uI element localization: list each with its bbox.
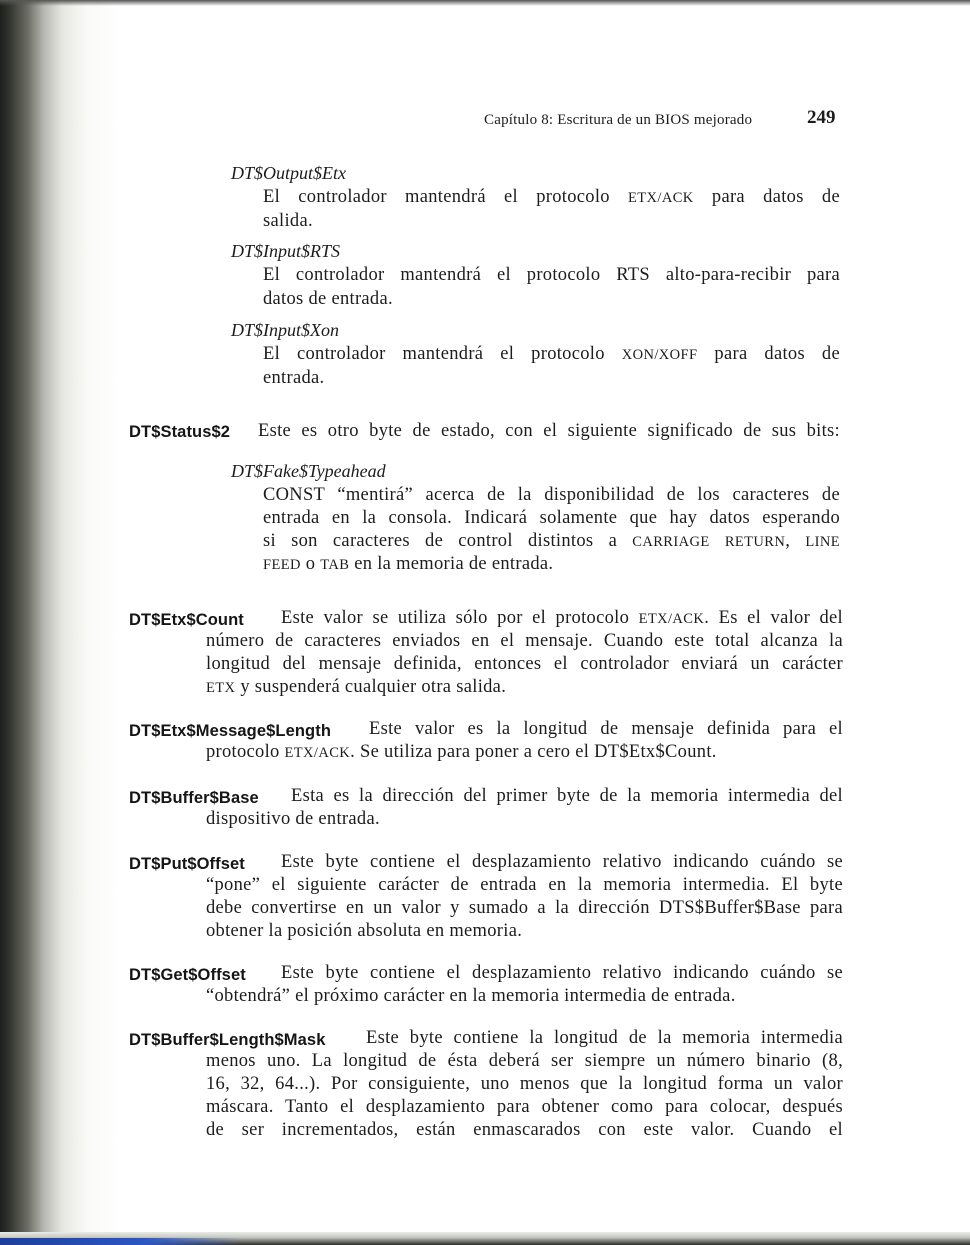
definition-line: número de caracteres enviados en el mensaje. Cuando este total alcanza la [206,631,843,651]
definition-first-line: Este valor se utiliza sólo por el protocolo ETX/ACK. Es el valor del [281,608,843,628]
book-cover-edge [0,1238,240,1245]
definition-line: protocolo ETX/ACK. Se utiliza para poner a cero el DT$Etx$Count. [206,742,717,762]
flag-name: DT$Output$Etx [231,163,346,183]
flag-desc-line: entrada en la consola. Indicará solamente que hay datos esperando [263,508,840,528]
definition-term: DT$Get$Offset [129,966,246,984]
flag-desc-line: FEED o TAB en la memoria de entrada. [263,554,554,574]
definition-first-line: Este byte contiene la longitud de la memoria intermedia [366,1028,843,1048]
flag-desc-line: El controlador mantendrá el protocolo XON/XOFF para datos de [263,344,840,364]
definition-line: de ser incrementados, están enmascarados con este valor. Cuando el [206,1120,843,1140]
definition-first-line: Este byte contiene el desplazamiento relativo indicando cuándo se [281,852,843,872]
flag-desc-line: CONST “mentirá” acerca de la disponibilidad de los caracteres de [263,485,840,505]
definition-line: máscara. Tanto el desplazamiento para obtener como para colocar, después [206,1097,843,1117]
definition-term: DT$Etx$Count [129,611,244,629]
definition-first-line: Este byte contiene el desplazamiento relativo indicando cuándo se [281,963,843,983]
definition-term: DT$Status$2 [129,423,231,441]
definition-line: obtener la posición absoluta en memoria. [206,921,523,941]
running-header: Capítulo 8: Escritura de un BIOS mejorado [484,112,753,128]
page-number: 249 [807,107,836,128]
definition-term: DT$Buffer$Length$Mask [129,1031,326,1049]
definition-first-line: Esta es la dirección del primer byte de la memoria intermedia del [291,786,843,806]
definition-line: “pone” el siguiente carácter de entrada en la memoria intermedia. El byte [206,875,843,895]
flag-name: DT$Input$RTS [231,241,341,261]
definition-line: ETX y suspenderá cualquier otra salida. [206,677,507,697]
definition-term: DT$Put$Offset [129,855,245,873]
flag-desc-line: si son caracteres de control distintos a CARRIAGE RETURN, LINE [263,531,840,551]
flag-desc-line: datos de entrada. [263,289,393,309]
flag-name: DT$Fake$Typeahead [231,461,386,481]
definition-line: dispositivo de entrada. [206,809,380,829]
definition-line: debe convertirse en un valor y sumado a la dirección DTS$Buffer$Base para [206,898,843,918]
page-top-edge [0,0,970,6]
definition-line: “obtendrá” el próximo carácter en la memoria intermedia de entrada. [206,986,736,1006]
definition-line: longitud del mensaje definida, entonces el controlador enviará un carácter [206,654,843,674]
flag-name: DT$Input$Xon [231,320,339,340]
definition-first-line: Este valor es la longitud de mensaje definida para el [369,719,843,739]
definition-term: DT$Buffer$Base [129,789,259,807]
definition-text: Este es otro byte de estado, con el siguiente significado de sus bits: [258,421,840,441]
flag-desc-line: El controlador mantendrá el protocolo ETX/ACK para datos de [263,187,840,207]
flag-desc-line: salida. [263,211,313,231]
definition-line: 16, 32, 64...). Por consiguiente, uno menos que la longitud forma un valor [206,1074,843,1094]
flag-desc-line: entrada. [263,368,325,388]
definition-term: DT$Etx$Message$Length [129,722,331,740]
definition-line: menos uno. La longitud de ésta deberá ser siempre un número binario (8, [206,1051,843,1071]
flag-desc-line: El controlador mantendrá el protocolo RTS alto-para-recibir para [263,265,840,285]
